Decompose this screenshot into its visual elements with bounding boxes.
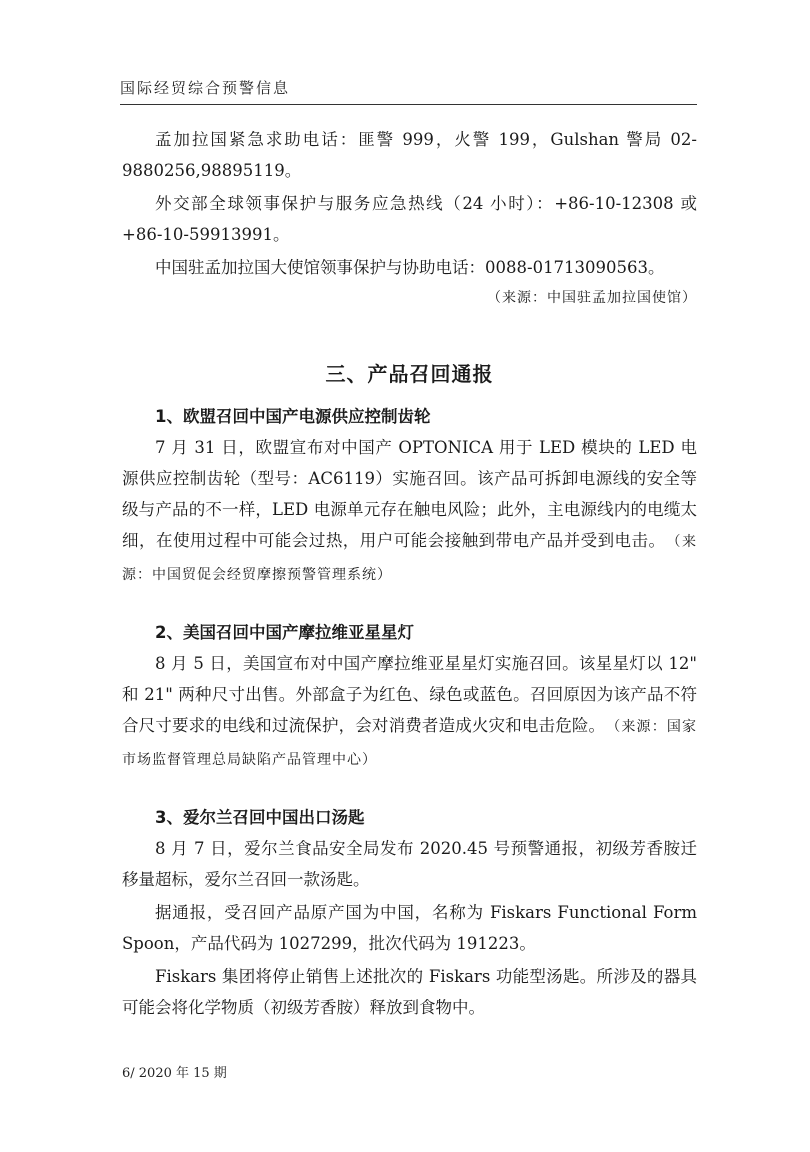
recall-item-body: 8 月 5 日，美国宣布对中国产摩拉维亚星星灯实施召回。该星星灯以 12" 和 21" 两种尺寸出售。外部盒子为红色、绿色或蓝色。召回原因为该产品不符合尺寸要求的电线和过流保护，会对消费者造成火灾和电击危险。	[122, 654, 697, 735]
source-citation: （来源：中国贸促会经贸摩擦预警管理系统）	[122, 534, 698, 583]
recall-item-heading: 2、美国召回中国产摩拉维亚星星灯	[155, 623, 414, 642]
recall-item-text	[122, 648, 697, 776]
page-footer	[122, 1062, 227, 1081]
spacer	[122, 776, 697, 802]
article-body	[122, 124, 697, 1023]
spacer	[122, 591, 697, 617]
recall-item-body: 据通报，受召回产品原产国为中国，名称为 Fiskars Functional Form Spoon，产品代码为 1027299，批次代码为 191223。	[122, 903, 697, 953]
emergency-phone-paragraph: 孟加拉国紧急求助电话：匪警 999，火警 199，Gulshan 警局 02-9880256,98895119。	[122, 130, 697, 180]
recall-item	[122, 617, 697, 776]
section-title: 三、产品召回通报	[325, 362, 494, 386]
embassy-phone-paragraph	[122, 252, 697, 306]
consular-hotline-paragraph: 外交部全球领事保护与服务应急热线（24 小时）：+86-10-12308 或 +86-10-59913991。	[122, 194, 697, 244]
recall-item-body: 8 月 7 日，爱尔兰食品安全局发布 2020.45 号预警通报，初级芳香胺迁移量超标，爱尔兰召回一款汤匙。	[122, 839, 697, 889]
embassy-phone-text: 中国驻孟加拉国大使馆领事保护与协助电话：0088-01713090563。	[155, 258, 665, 277]
recall-item-heading: 1、欧盟召回中国产电源供应控制齿轮	[155, 407, 431, 426]
source-citation: （来源：中国驻孟加拉国使馆）	[487, 290, 697, 306]
recall-item-body: 7 月 31 日，欧盟宣布对中国产 OPTONICA 用于 LED 模块的 LED 电源供应控制齿轮（型号：AC6119）实施召回。该产品可拆卸电源线的安全等级与产品的不一样，LED 电源单元存在触电风险；此外，主电源线内的电缆太细，在使用过程中可能会过热，用户可能会接触到带电产品并受到电击。	[122, 438, 697, 550]
page-number: 6/ 2020 年 15 期	[122, 1066, 227, 1081]
recall-item-heading: 3、爱尔兰召回中国出口汤匙	[155, 808, 365, 827]
publication-title: 国际经贸综合预警信息	[120, 79, 291, 97]
source-citation: （来源：国家市场监督管理总局缺陷产品管理中心）	[122, 719, 698, 768]
recall-item-body: Fiskars 集团将停止销售上述批次的 Fiskars 功能型汤匙。所涉及的器具可能会将化学物质（初级芳香胺）释放到食物中。	[122, 967, 697, 1017]
recall-item-text	[122, 432, 697, 591]
page-header	[120, 74, 697, 105]
recall-item	[122, 802, 697, 1023]
recall-item	[122, 401, 697, 591]
